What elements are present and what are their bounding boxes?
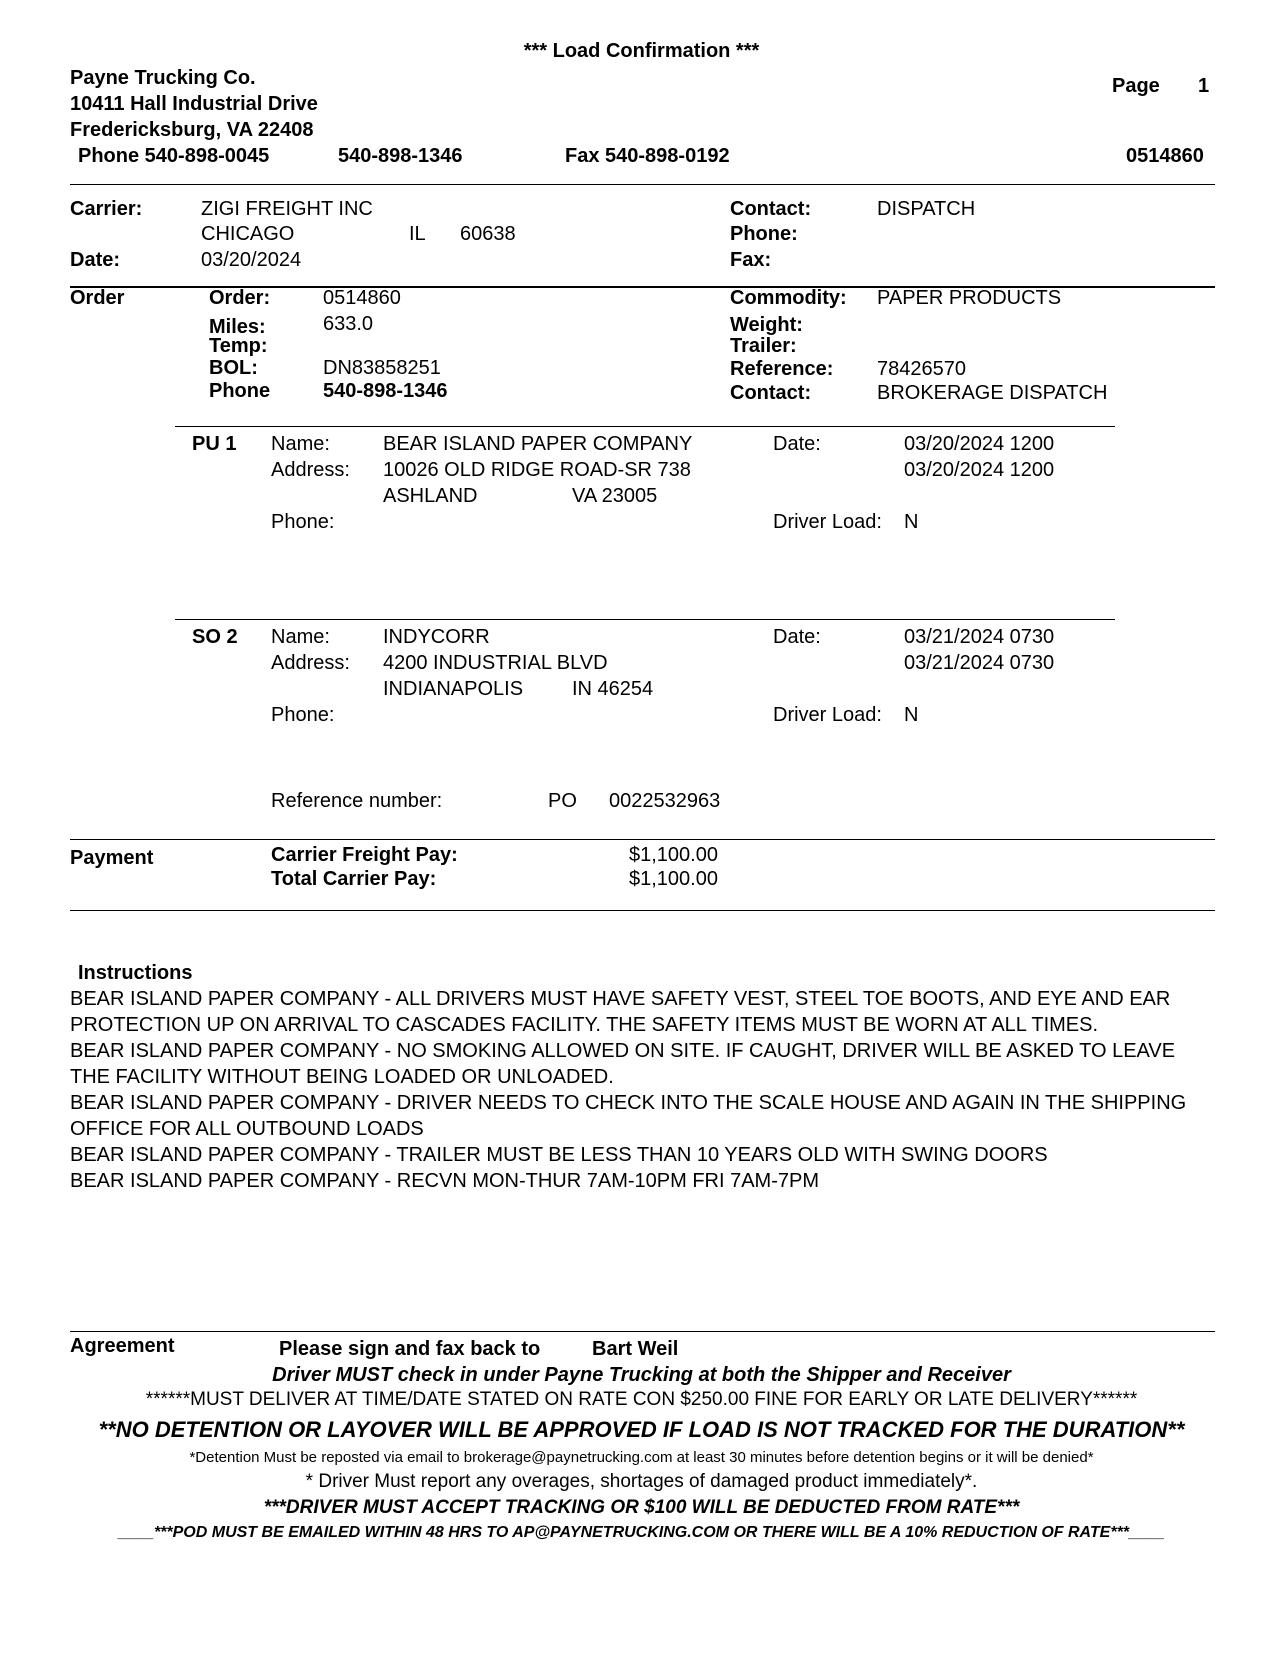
bol-label: BOL: — [209, 357, 258, 379]
carrier-name: ZIGI FREIGHT INC — [201, 198, 373, 220]
instruction-line: BEAR ISLAND PAPER COMPANY - TRAILER MUST BE LESS THAN 10 YEARS OLD WITH SWING DOORS — [70, 1144, 1048, 1166]
header-order-number: 0514860 — [1126, 145, 1204, 167]
stop-2-reference-label: Reference number: — [271, 790, 443, 812]
reference-value: 78426570 — [877, 358, 966, 380]
agreement-tracking-notice: ***DRIVER MUST ACCEPT TRACKING OR $100 WILL BE DEDUCTED FROM RATE*** — [263, 1497, 1020, 1518]
order-number: 0514860 — [323, 287, 401, 309]
company-phone: Phone 540-898-0045 — [78, 145, 270, 167]
stop-1-code: PU 1 — [192, 433, 237, 455]
freight-pay-value: $1,100.00 — [629, 844, 718, 866]
agreement-overages-notice: * Driver Must report any overages, shortages of damaged product immediately*. — [305, 1471, 978, 1492]
miles-label: Miles: — [209, 316, 266, 338]
trailer-label: Trailer: — [730, 335, 797, 357]
stop-1-phone-label: Phone: — [271, 511, 335, 533]
stop-2-date-2: 03/21/2024 0730 — [904, 652, 1055, 674]
carrier-fax-label: Fax: — [730, 249, 772, 271]
stop-2-state-zip: IN 46254 — [572, 678, 654, 700]
stop-1-driver-load: N — [904, 511, 919, 533]
stop-2-reference-value: 0022532963 — [609, 790, 721, 812]
carrier-contact: DISPATCH — [877, 198, 976, 220]
stop-2-name-label: Name: — [271, 626, 330, 648]
stop-2-driver-load: N — [904, 704, 919, 726]
company-address-line2: Fredericksburg, VA 22408 — [70, 119, 314, 141]
stop-1-date-2: 03/20/2024 1200 — [904, 459, 1055, 481]
company-address-line1: 10411 Hall Industrial Drive — [70, 93, 318, 115]
payment-divider — [70, 839, 1215, 840]
company-fax: Fax 540-898-0192 — [565, 145, 730, 167]
stop-2-city: INDIANAPOLIS — [383, 678, 524, 700]
instructions-heading: Instructions — [78, 962, 193, 984]
stop-1-state-zip: VA 23005 — [572, 485, 658, 507]
instruction-line: BEAR ISLAND PAPER COMPANY - NO SMOKING ALLOWED ON SITE. IF CAUGHT, DRIVER WILL BE ASKED TO LEAVE THE FACILITY WITHOUT BEING LOADED OR UNLOADED. — [70, 1040, 1176, 1088]
payment-section-label: Payment — [70, 847, 154, 869]
carrier-city: CHICAGO — [201, 223, 295, 245]
stop-1-date-label: Date: — [773, 433, 821, 455]
instruction-line: BEAR ISLAND PAPER COMPANY - RECVN MON-THUR 7AM-10PM FRI 7AM-7PM — [70, 1170, 820, 1192]
stop-2-phone-label: Phone: — [271, 704, 335, 726]
stop-2-code: SO 2 — [192, 626, 238, 648]
stop-1-address-label: Address: — [271, 459, 350, 481]
agreement-checkin-notice: Driver MUST check in under Payne Trucking at both the Shipper and Receiver — [272, 1364, 1011, 1386]
agreement-detention-notice: **NO DETENTION OR LAYOVER WILL BE APPROVED IF LOAD IS NOT TRACKED FOR THE DURATION** — [98, 1417, 1185, 1442]
agreement-delivery-notice: ******MUST DELIVER AT TIME/DATE STATED ON RATE CON $250.00 FINE FOR EARLY OR LATE DELIVERY****** — [145, 1389, 1138, 1410]
agreement-divider — [70, 1331, 1215, 1332]
stop-2-date-1: 03/21/2024 0730 — [904, 626, 1055, 648]
total-pay-label: Total Carrier Pay: — [271, 868, 437, 890]
stop-1-name: BEAR ISLAND PAPER COMPANY — [383, 433, 693, 455]
carrier-date-label: Date: — [70, 249, 121, 271]
carrier-date: 03/20/2024 — [201, 249, 302, 271]
weight-label: Weight: — [730, 314, 803, 336]
page-number: 1 — [1198, 75, 1210, 97]
instruction-line: BEAR ISLAND PAPER COMPANY - ALL DRIVERS MUST HAVE SAFETY VEST, STEEL TOE BOOTS, AND EYE AND EAR PROTECTION UP ON ARRIVAL TO CASCADES FACILITY. THE SAFETY ITEMS MUST BE WORN AT ALL TIMES. — [70, 988, 1171, 1036]
header-divider — [70, 184, 1215, 185]
commodity-label: Commodity: — [730, 287, 847, 309]
page-label: Page — [1112, 75, 1160, 97]
stop-1-date-1: 03/20/2024 1200 — [904, 433, 1055, 455]
temp-label: Temp: — [209, 335, 268, 357]
company-name: Payne Trucking Co. — [70, 67, 256, 89]
stop-1-name-label: Name: — [271, 433, 330, 455]
agreement-detention-email-notice: *Detention Must be reposted via email to brokerage@paynetrucking.com at least 30 minutes before detention begins or it will be denied* — [189, 1449, 1094, 1466]
document-title: *** Load Confirmation *** — [523, 40, 760, 62]
stop-2-address: 4200 INDUSTRIAL BLVD — [383, 652, 608, 674]
stop-1-city: ASHLAND — [383, 485, 478, 507]
order-phone: 540-898-1346 — [323, 380, 448, 402]
sign-fax-label: Please sign and fax back to — [279, 1338, 541, 1360]
stop-2-driver-load-label: Driver Load: — [773, 704, 882, 726]
carrier-zip: 60638 — [460, 223, 516, 245]
company-phone-2: 540-898-1346 — [338, 145, 463, 167]
stop-2-reference-type: PO — [548, 790, 577, 812]
commodity-value: PAPER PRODUCTS — [877, 287, 1062, 309]
carrier-label: Carrier: — [70, 198, 143, 220]
carrier-phone-label: Phone: — [730, 223, 798, 245]
stop-2-address-label: Address: — [271, 652, 350, 674]
stop-2-divider — [175, 619, 1115, 620]
order-contact-label: Contact: — [730, 382, 812, 404]
order-phone-label: Phone — [209, 380, 271, 402]
stop-2-name: INDYCORR — [383, 626, 490, 648]
stop-1-address: 10026 OLD RIDGE ROAD-SR 738 — [383, 459, 691, 481]
miles-value: 633.0 — [323, 313, 374, 335]
carrier-contact-label: Contact: — [730, 198, 812, 220]
stop-2-date-label: Date: — [773, 626, 821, 648]
agreement-pod-notice: ____***POD MUST BE EMAILED WITHIN 48 HRS TO AP@PAYNETRUCKING.COM OR THERE WILL BE A 10% REDUCTION OF RATE***____ — [118, 1524, 1165, 1541]
instruction-line: BEAR ISLAND PAPER COMPANY - DRIVER NEEDS TO CHECK INTO THE SCALE HOUSE AND AGAIN IN THE SHIPPING OFFICE FOR ALL OUTBOUND LOADS — [70, 1092, 1187, 1140]
sign-fax-name: Bart Weil — [592, 1338, 679, 1360]
instructions-divider — [70, 910, 1215, 911]
bol-value: DN83858251 — [323, 357, 441, 379]
order-contact: BROKERAGE DISPATCH — [877, 382, 1108, 404]
freight-pay-label: Carrier Freight Pay: — [271, 844, 458, 866]
reference-label: Reference: — [730, 358, 834, 380]
instructions-body — [70, 986, 1220, 1194]
agreement-label: Agreement — [70, 1335, 175, 1357]
carrier-state: IL — [409, 223, 426, 245]
order-section-label: Order — [70, 287, 125, 309]
order-label: Order: — [209, 287, 271, 309]
stop-1-driver-load-label: Driver Load: — [773, 511, 882, 533]
stop-1-divider — [175, 426, 1115, 427]
total-pay-value: $1,100.00 — [629, 868, 718, 890]
